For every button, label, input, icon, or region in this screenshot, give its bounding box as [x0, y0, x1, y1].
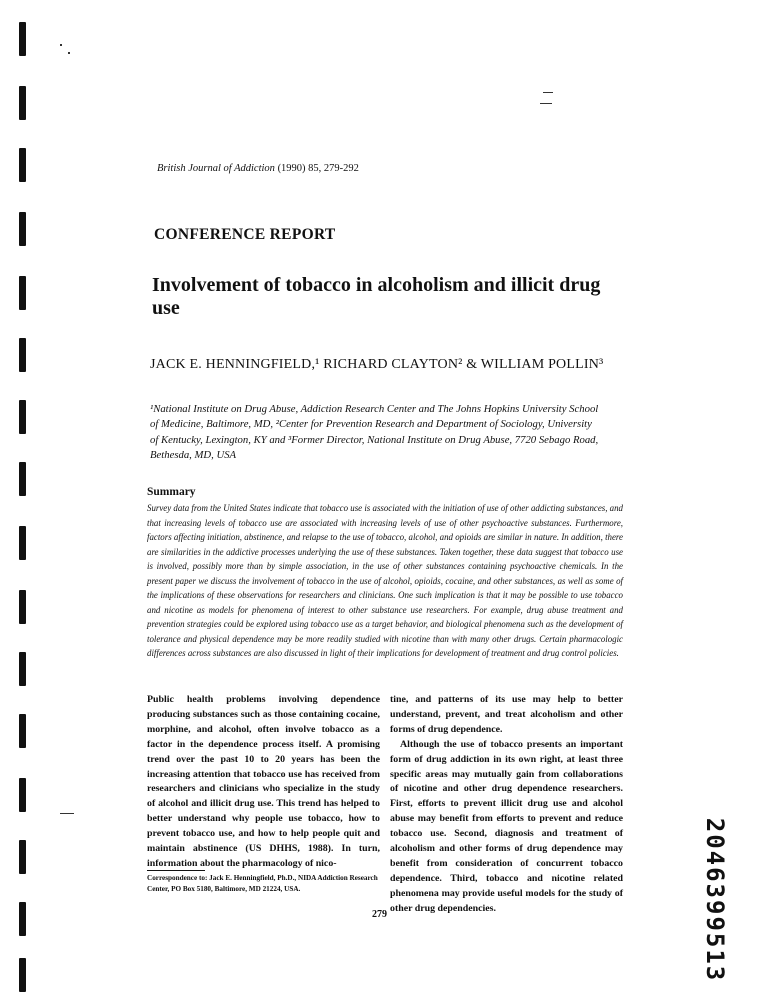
- bates-number: 2046399513: [701, 817, 729, 983]
- scan-speck: [543, 92, 553, 93]
- scan-mark: [19, 840, 26, 874]
- scan-mark: [19, 212, 26, 246]
- scan-mark: [19, 902, 26, 936]
- scan-mark: [19, 526, 26, 560]
- journal-citation: [157, 163, 359, 174]
- journal-name: British Journal of Addiction: [157, 163, 275, 174]
- scan-mark: [19, 400, 26, 434]
- author-affiliations: ¹National Institute on Drug Abuse, Addiction Research Center and The Johns Hopkins University School of Medicine, Baltimore, MD, ²Center for Prevention Research and Department of Sociology, University of Kentucky, Lexington, KY and ³Former Director, National Institute on Drug Abuse, 7720 Sebago Road, Bethesda, MD, USA: [150, 403, 599, 461]
- body-column-left: [147, 693, 380, 872]
- section-label: CONFERENCE REPORT: [154, 226, 336, 243]
- author-list: JACK E. HENNINGFIELD,¹ RICHARD CLAYTON² & WILLIAM POLLIN³: [150, 357, 604, 372]
- scan-mark: [19, 714, 26, 748]
- scan-mark: [19, 590, 26, 624]
- body-column-right: [390, 693, 623, 917]
- scan-speck: [68, 52, 70, 54]
- article-title: Involvement of tobacco in alcoholism and illicit drug use: [152, 274, 601, 319]
- scan-mark: [19, 652, 26, 686]
- body-paragraph: tine, and patterns of its use may help to better understand, prevent, and treat alcoholism and other forms of drug dependence.: [390, 694, 623, 735]
- body-paragraph: Although the use of tobacco presents an important form of drug addiction in its own right, at least three specific areas may mutually gain from collaborations of nicotine and other drug dependence researchers. First, efforts to prevent illicit drug use and alcohol abuse may benefit from efforts to prevent and reduce tobacco use. Second, diagnosis and treatment of alcoholism and other forms of drug dependence may benefit from consideration of concurrent tobacco dependence. Third, tobacco and nicotine related phenomena may provide useful models for the study of other drug dependencies.: [390, 738, 623, 914]
- scan-mark: [19, 778, 26, 812]
- journal-reference: (1990) 85, 279-292: [277, 163, 359, 174]
- scan-mark: [19, 86, 26, 120]
- bates-stamp: [700, 817, 730, 983]
- scan-mark: [19, 148, 26, 182]
- scan-mark: [19, 462, 26, 496]
- page-number: 279: [372, 909, 387, 920]
- scan-speck: [60, 44, 62, 46]
- summary-heading: Summary: [147, 486, 196, 498]
- scan-mark: [19, 276, 26, 310]
- correspondence-footnote: Correspondence to: Jack E. Henningfield, Ph.D., NIDA Addiction Research Center, PO Box 5180, Baltimore, MD 21224, USA.: [147, 874, 378, 893]
- scan-speck: [60, 813, 74, 814]
- footnote-rule: [147, 870, 205, 871]
- body-paragraph: Public health problems involving dependence producing substances such as those containing cocaine, morphine, and alcohol, often involve tobacco as a factor in the dependence process itself. A promising trend over the past 10 to 20 years has been the increasing attention that tobacco use has received from researchers and clinicians who specialize in the study of alcohol and illicit drug use. This trend has helped to better understand why people use tobacco, how to prevent tobacco use, and how to help people quit and maintain abstinence (US DHHS, 1988). In turn, information about the pharmacology of nico-: [147, 694, 380, 869]
- scan-mark: [19, 22, 26, 56]
- summary-text: Survey data from the United States indicate that tobacco use is associated with the initiation of use of other addicting substances, and that increasing levels of tobacco use are associated with increasing levels of use of other psychoactive substances. Furthermore, factors affecting initiation, abstinence, and relapse to the use of tobacco, alcohol, and opioids are similar in nature. In addition, there are similarities in the addictive processes underlying the use of these substances. Taken together, these data suggest that tobacco use is involved, possibly more than by simple association, in the use of other substances containing psychoactive chemicals. In the present paper we discuss the involvement of tobacco in the use of alcohol, opioids, cocaine, and other substances, as well as some of the implications of these observations for researchers and clinicians. One such implication is that it may be possible to use tobacco and nicotine as models for phenomena of interest to other substance use researchers. For example, drug abuse treatment and prevention strategies could be explored using tobacco use as a target behavior, and biological phenomena such as the development of tolerance and physical dependence may be more readily studied with nicotine than with many other drugs. Certain pharmacologic differences across substances are also discussed in light of their implications for development of treatment and drug control policies.: [147, 503, 623, 658]
- scan-mark: [19, 958, 26, 992]
- scan-speck: [540, 103, 552, 104]
- scan-mark: [19, 338, 26, 372]
